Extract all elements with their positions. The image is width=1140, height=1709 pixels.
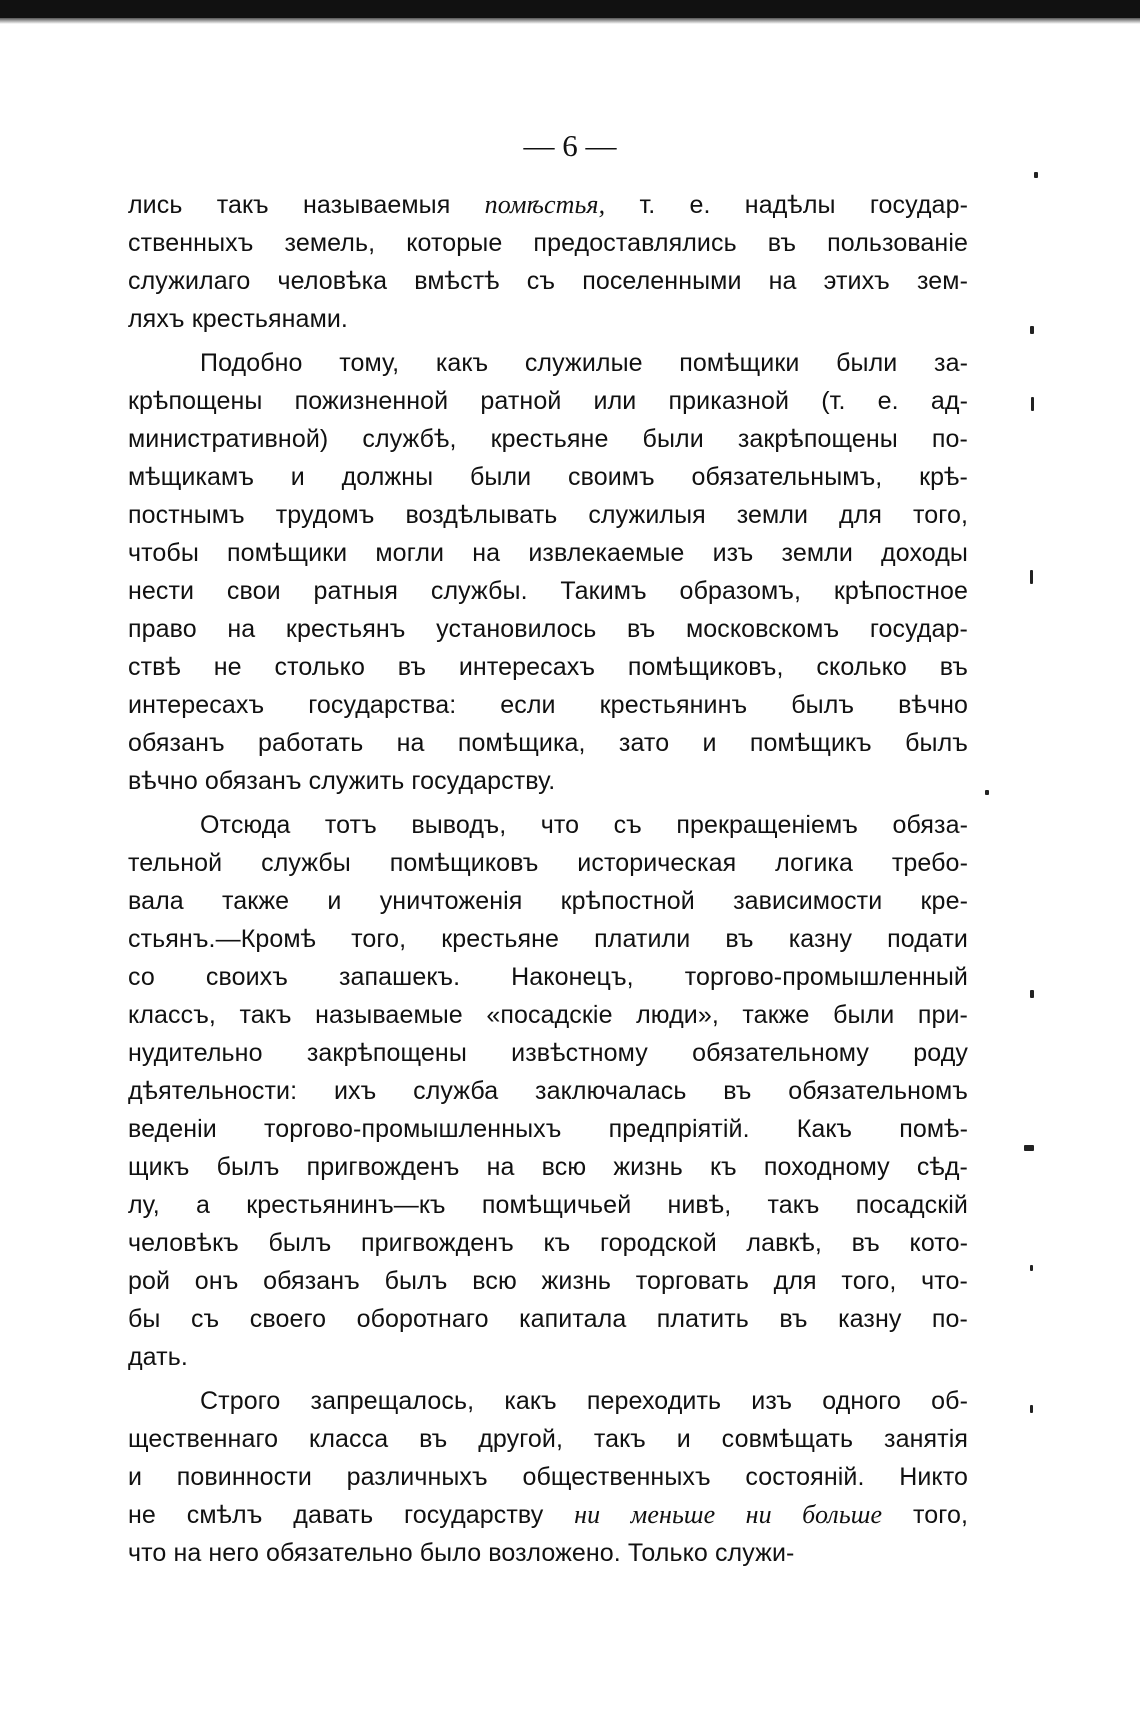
text-line	[128, 1382, 968, 1420]
scan-speck	[1030, 1265, 1033, 1271]
text-run: министративной) службѣ, крестьяне были закрѣпощены по-	[128, 425, 968, 453]
text-run: нудительно закрѣпощены извѣстному обязательному роду	[128, 1039, 968, 1067]
text-run: право на крестьянъ установилось въ московскомъ государ-	[128, 615, 968, 643]
text-run: что на него обязательно было возложено. Только служи-	[128, 1539, 795, 1567]
text-line	[128, 1262, 968, 1300]
text-run: и повинности различныхъ общественныхъ состояній. Никто	[128, 1463, 968, 1491]
text-run: лись такъ называемыя	[128, 191, 485, 219]
text-line	[128, 1338, 968, 1376]
text-run: дѣятельности: ихъ служба заключалась въ обязательномъ	[128, 1077, 968, 1105]
text-line	[128, 344, 968, 382]
text-run: ствѣ не столько въ интересахъ помѣщиковъ, сколько въ	[128, 653, 968, 681]
page-number: — 6 —	[523, 128, 617, 163]
text-line	[128, 1224, 968, 1262]
text-run: крѣпощены пожизненной ратной или приказной (т. е. ад-	[128, 387, 968, 415]
text-line	[128, 572, 968, 610]
text-line	[128, 534, 968, 572]
body-text	[128, 186, 968, 1578]
text-run: вѣчно обязанъ служить государству.	[128, 767, 556, 795]
text-line	[128, 724, 968, 762]
text-run: лу, а крестьянинъ—къ помѣщичьей нивѣ, такъ посадскій	[128, 1191, 968, 1219]
text-run: щикъ былъ пригвожденъ на всю жизнь къ походному сѣд-	[128, 1153, 968, 1181]
text-line	[128, 686, 968, 724]
text-run: обязанъ работать на помѣщика, зато и помѣщикъ былъ	[128, 729, 968, 757]
paragraph	[128, 806, 968, 1376]
text-run: ляхъ крестьянами.	[128, 305, 348, 333]
top-border-rule	[0, 0, 1140, 18]
text-run: не смѣлъ давать государству	[128, 1501, 575, 1529]
text-line	[128, 996, 968, 1034]
text-run: рой онъ обязанъ былъ всю жизнь торговать для того, что-	[128, 1267, 968, 1295]
text-line	[128, 958, 968, 996]
text-run: того,	[882, 1501, 968, 1529]
text-line	[128, 844, 968, 882]
text-line	[128, 186, 968, 224]
italic-emphasis: помѣстья,	[484, 190, 606, 219]
text-line	[128, 1186, 968, 1224]
scan-speck	[1034, 172, 1038, 178]
text-run: веденіи торгово-промышленныхъ предпріятій. Какъ помѣ-	[128, 1115, 968, 1143]
text-line	[128, 1072, 968, 1110]
text-run: чтобы помѣщики могли на извлекаемые изъ земли доходы	[128, 539, 968, 567]
text-run: Отсюда тотъ выводъ, что съ прекращеніемъ обяза-	[200, 811, 968, 839]
scan-speck	[985, 790, 989, 795]
text-line	[128, 1110, 968, 1148]
text-run: стьянъ.—Кромѣ того, крестьяне платили въ казну подати	[128, 925, 968, 953]
text-line	[128, 762, 968, 800]
text-line	[128, 882, 968, 920]
text-run: дать.	[128, 1343, 188, 1371]
text-line	[128, 806, 968, 844]
paragraph	[128, 344, 968, 800]
text-line	[128, 382, 968, 420]
text-line	[128, 1534, 968, 1572]
text-run: вала также и уничтоженія крѣпостной зависимости кре-	[128, 887, 968, 915]
scan-speck	[1030, 1405, 1033, 1413]
text-run: классъ, такъ называемые «посадскіе люди», также были при-	[128, 1001, 968, 1029]
text-run: мѣщикамъ и должны были своимъ обязательнымъ, крѣ-	[128, 463, 968, 491]
text-line	[128, 496, 968, 534]
paragraph	[128, 186, 968, 338]
text-line	[128, 458, 968, 496]
text-line	[128, 1034, 968, 1072]
scan-speck	[1031, 397, 1034, 411]
text-run: тельной службы помѣщиковъ историческая логика требо-	[128, 849, 968, 877]
top-border-shadow	[0, 18, 1140, 24]
text-run: со своихъ запашекъ. Наконецъ, торгово-промышленный	[128, 963, 968, 991]
text-line	[128, 300, 968, 338]
paragraph	[128, 1382, 968, 1572]
text-run: ственныхъ земель, которые предоставлялись въ пользованіе	[128, 229, 968, 257]
text-line	[128, 224, 968, 262]
text-run: Строго запрещалось, какъ переходить изъ одного об-	[200, 1387, 968, 1415]
scan-speck	[1030, 570, 1033, 584]
text-run: бы съ своего оборотнаго капитала платить въ казну по-	[128, 1305, 968, 1333]
text-run: постнымъ трудомъ воздѣлывать служилыя земли для того,	[128, 501, 968, 529]
text-run: человѣкъ былъ пригвожденъ къ городской лавкѣ, въ кото-	[128, 1229, 968, 1257]
scan-speck	[1030, 990, 1034, 998]
text-line	[128, 1420, 968, 1458]
text-run: служилаго человѣка вмѣстѣ съ поселенными на этихъ зем-	[128, 267, 968, 295]
scan-speck	[1024, 1145, 1034, 1151]
text-line	[128, 648, 968, 686]
text-line	[128, 262, 968, 300]
text-run: нести свои ратныя службы. Такимъ образомъ, крѣпостное	[128, 577, 968, 605]
text-line	[128, 920, 968, 958]
text-line	[128, 1458, 968, 1496]
text-run: т. е. надѣлы государ-	[605, 191, 968, 219]
text-line	[128, 1148, 968, 1186]
text-run: Подобно тому, какъ служилые помѣщики были за-	[200, 349, 968, 377]
italic-emphasis: ни меньше ни больше	[574, 1500, 883, 1529]
scan-speck	[1030, 326, 1034, 334]
text-line	[128, 610, 968, 648]
text-run: щественнаго класса въ другой, такъ и совмѣщать занятія	[128, 1425, 968, 1453]
text-run: интересахъ государства: если крестьянинъ былъ вѣчно	[128, 691, 968, 719]
text-line	[128, 1496, 968, 1534]
text-line	[128, 420, 968, 458]
text-line	[128, 1300, 968, 1338]
